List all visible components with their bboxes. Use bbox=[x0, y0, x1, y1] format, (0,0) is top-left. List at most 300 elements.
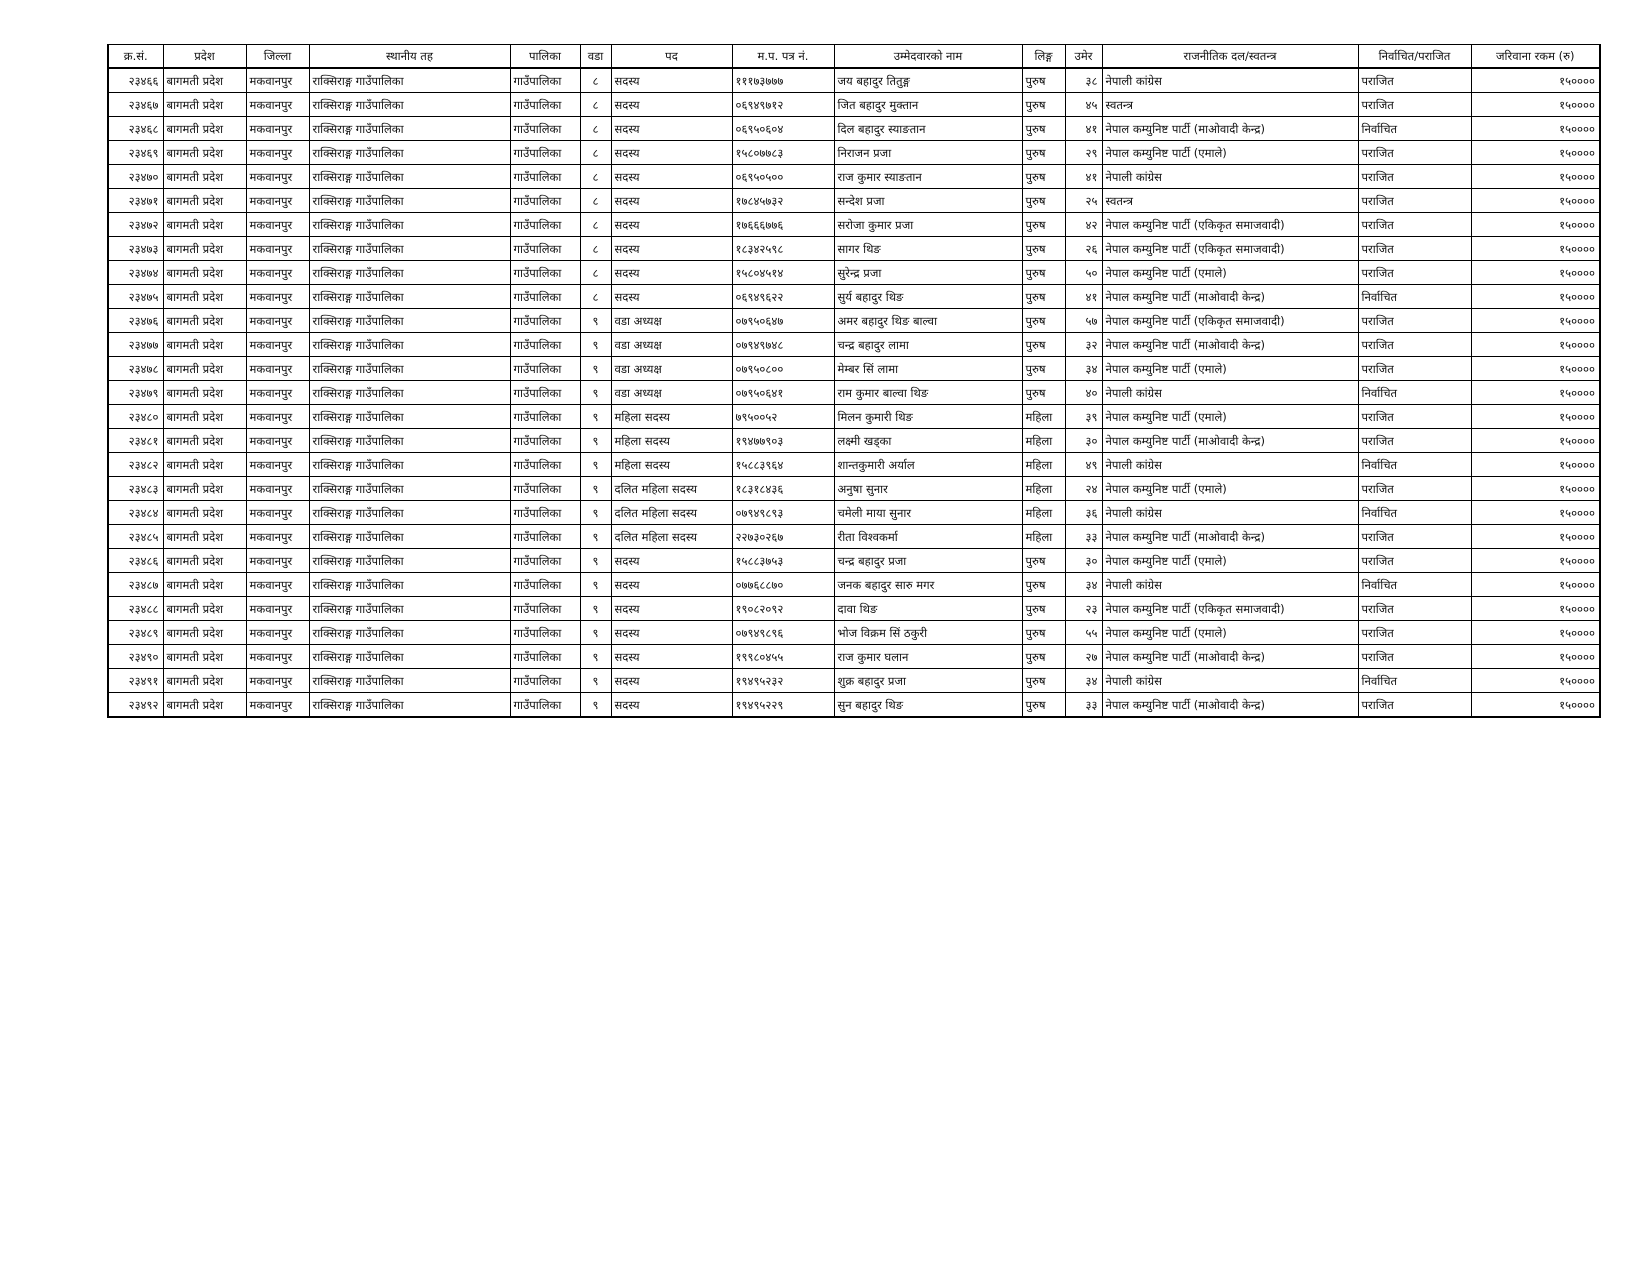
cell-candidate-name: जनक बहादुर सारु मगर bbox=[834, 573, 1022, 597]
cell-serial-no: २३४७८ bbox=[108, 357, 163, 381]
table-row bbox=[108, 429, 1600, 453]
cell-post: सदस्य bbox=[611, 621, 732, 645]
cell-ballot-number: ०७९४९८९३ bbox=[732, 501, 834, 525]
table-row bbox=[108, 68, 1600, 93]
cell-result: पराजित bbox=[1358, 165, 1471, 189]
cell-candidate-name: मेम्बर सिं लामा bbox=[834, 357, 1022, 381]
cell-fine-amount: १५०००० bbox=[1471, 117, 1600, 141]
cell-fine-amount: १५०००० bbox=[1471, 381, 1600, 405]
cell-municipality-type: गाउँपालिका bbox=[510, 501, 580, 525]
cell-candidate-name: राम कुमार बाल्वा थिङ bbox=[834, 381, 1022, 405]
table-row bbox=[108, 93, 1600, 117]
cell-age: ४२ bbox=[1065, 213, 1102, 237]
cell-ward: ८ bbox=[580, 213, 611, 237]
cell-local-level: राक्सिराङ्ग गाउँपालिका bbox=[309, 309, 510, 333]
cell-municipality-type: गाउँपालिका bbox=[510, 669, 580, 693]
cell-province: बागमती प्रदेश bbox=[163, 381, 246, 405]
cell-municipality-type: गाउँपालिका bbox=[510, 525, 580, 549]
cell-local-level: राक्सिराङ्ग गाउँपालिका bbox=[309, 68, 510, 93]
cell-province: बागमती प्रदेश bbox=[163, 645, 246, 669]
cell-age: ३० bbox=[1065, 429, 1102, 453]
cell-fine-amount: १५०००० bbox=[1471, 285, 1600, 309]
cell-gender: पुरुष bbox=[1022, 237, 1065, 261]
table-row bbox=[108, 501, 1600, 525]
cell-result: पराजित bbox=[1358, 405, 1471, 429]
cell-post: सदस्य bbox=[611, 213, 732, 237]
cell-municipality-type: गाउँपालिका bbox=[510, 285, 580, 309]
cell-gender: पुरुष bbox=[1022, 213, 1065, 237]
table-row bbox=[108, 597, 1600, 621]
cell-district: मकवानपुर bbox=[246, 117, 309, 141]
cell-district: मकवानपुर bbox=[246, 597, 309, 621]
cell-municipality-type: गाउँपालिका bbox=[510, 309, 580, 333]
cell-candidate-name: चन्द्र बहादुर प्रजा bbox=[834, 549, 1022, 573]
cell-gender: पुरुष bbox=[1022, 141, 1065, 165]
table-body bbox=[108, 68, 1600, 717]
cell-ward: ८ bbox=[580, 261, 611, 285]
cell-post: सदस्य bbox=[611, 573, 732, 597]
cell-fine-amount: १५०००० bbox=[1471, 93, 1600, 117]
cell-province: बागमती प्रदेश bbox=[163, 189, 246, 213]
cell-province: बागमती प्रदेश bbox=[163, 669, 246, 693]
cell-ward: ९ bbox=[580, 405, 611, 429]
cell-candidate-name: चन्द्र बहादुर लामा bbox=[834, 333, 1022, 357]
cell-gender: महिला bbox=[1022, 453, 1065, 477]
cell-result: पराजित bbox=[1358, 309, 1471, 333]
cell-ward: ९ bbox=[580, 357, 611, 381]
cell-province: बागमती प्रदेश bbox=[163, 573, 246, 597]
cell-fine-amount: १५०००० bbox=[1471, 405, 1600, 429]
cell-candidate-name: अनुषा सुनार bbox=[834, 477, 1022, 501]
cell-municipality-type: गाउँपालिका bbox=[510, 93, 580, 117]
cell-result: पराजित bbox=[1358, 261, 1471, 285]
cell-ward: ८ bbox=[580, 68, 611, 93]
cell-fine-amount: १५०००० bbox=[1471, 333, 1600, 357]
cell-age: ३६ bbox=[1065, 501, 1102, 525]
cell-age: ५७ bbox=[1065, 309, 1102, 333]
cell-age: ५५ bbox=[1065, 621, 1102, 645]
cell-result: पराजित bbox=[1358, 549, 1471, 573]
cell-gender: पुरुष bbox=[1022, 285, 1065, 309]
cell-age: ३९ bbox=[1065, 405, 1102, 429]
cell-local-level: राक्सिराङ्ग गाउँपालिका bbox=[309, 525, 510, 549]
table-row bbox=[108, 477, 1600, 501]
cell-age: २७ bbox=[1065, 645, 1102, 669]
cell-party: नेपाल कम्युनिष्ट पार्टी (माओवादी केन्द्र) bbox=[1102, 285, 1358, 309]
cell-ward: ९ bbox=[580, 333, 611, 357]
cell-municipality-type: गाउँपालिका bbox=[510, 597, 580, 621]
cell-post: सदस्य bbox=[611, 93, 732, 117]
cell-municipality-type: गाउँपालिका bbox=[510, 333, 580, 357]
cell-district: मकवानपुर bbox=[246, 405, 309, 429]
table-row bbox=[108, 213, 1600, 237]
cell-province: बागमती प्रदेश bbox=[163, 237, 246, 261]
cell-fine-amount: १५०००० bbox=[1471, 573, 1600, 597]
header-row bbox=[108, 45, 1600, 69]
cell-local-level: राक्सिराङ्ग गाउँपालिका bbox=[309, 669, 510, 693]
cell-district: मकवानपुर bbox=[246, 669, 309, 693]
cell-party: नेपाली कांग्रेस bbox=[1102, 381, 1358, 405]
cell-ward: ९ bbox=[580, 453, 611, 477]
table-row bbox=[108, 621, 1600, 645]
cell-local-level: राक्सिराङ्ग गाउँपालिका bbox=[309, 165, 510, 189]
cell-age: ४५ bbox=[1065, 93, 1102, 117]
cell-district: मकवानपुर bbox=[246, 525, 309, 549]
cell-province: बागमती प्रदेश bbox=[163, 501, 246, 525]
cell-fine-amount: १५०००० bbox=[1471, 645, 1600, 669]
cell-party: नेपाली कांग्रेस bbox=[1102, 453, 1358, 477]
cell-fine-amount: १५०००० bbox=[1471, 213, 1600, 237]
cell-candidate-name: शान्तकुमारी अर्याल bbox=[834, 453, 1022, 477]
cell-ballot-number: १९४९५२२९ bbox=[732, 693, 834, 718]
header-local-level: स्थानीय तह bbox=[309, 45, 510, 69]
table-row bbox=[108, 573, 1600, 597]
cell-province: बागमती प्रदेश bbox=[163, 309, 246, 333]
cell-serial-no: २३४८१ bbox=[108, 429, 163, 453]
cell-age: ४१ bbox=[1065, 285, 1102, 309]
cell-ward: ८ bbox=[580, 93, 611, 117]
cell-district: मकवानपुर bbox=[246, 165, 309, 189]
cell-municipality-type: गाउँपालिका bbox=[510, 429, 580, 453]
cell-result: पराजित bbox=[1358, 645, 1471, 669]
cell-district: मकवानपुर bbox=[246, 261, 309, 285]
cell-post: सदस्य bbox=[611, 141, 732, 165]
cell-party: स्वतन्त्र bbox=[1102, 189, 1358, 213]
cell-municipality-type: गाउँपालिका bbox=[510, 189, 580, 213]
cell-fine-amount: १५०००० bbox=[1471, 141, 1600, 165]
cell-ballot-number: १८३१८४३६ bbox=[732, 477, 834, 501]
cell-ward: ८ bbox=[580, 165, 611, 189]
cell-gender: पुरुष bbox=[1022, 309, 1065, 333]
table-row bbox=[108, 237, 1600, 261]
cell-result: निर्वाचित bbox=[1358, 285, 1471, 309]
cell-province: बागमती प्रदेश bbox=[163, 453, 246, 477]
cell-age: २९ bbox=[1065, 141, 1102, 165]
cell-municipality-type: गाउँपालिका bbox=[510, 141, 580, 165]
cell-gender: पुरुष bbox=[1022, 189, 1065, 213]
table-row bbox=[108, 525, 1600, 549]
cell-post: सदस्य bbox=[611, 68, 732, 93]
cell-age: ३३ bbox=[1065, 525, 1102, 549]
cell-gender: पुरुष bbox=[1022, 381, 1065, 405]
cell-gender: पुरुष bbox=[1022, 261, 1065, 285]
table-row bbox=[108, 549, 1600, 573]
cell-serial-no: २३४७७ bbox=[108, 333, 163, 357]
cell-district: मकवानपुर bbox=[246, 189, 309, 213]
cell-fine-amount: १५०००० bbox=[1471, 165, 1600, 189]
cell-serial-no: २३४७० bbox=[108, 165, 163, 189]
cell-party: नेपाल कम्युनिष्ट पार्टी (एमाले) bbox=[1102, 477, 1358, 501]
cell-serial-no: २३४६७ bbox=[108, 93, 163, 117]
cell-local-level: राक्सिराङ्ग गाउँपालिका bbox=[309, 141, 510, 165]
cell-party: नेपाली कांग्रेस bbox=[1102, 68, 1358, 93]
cell-age: ३८ bbox=[1065, 68, 1102, 93]
cell-municipality-type: गाउँपालिका bbox=[510, 405, 580, 429]
cell-ballot-number: ०७९४९७४८ bbox=[732, 333, 834, 357]
cell-gender: पुरुष bbox=[1022, 165, 1065, 189]
cell-ward: ८ bbox=[580, 117, 611, 141]
cell-result: निर्वाचित bbox=[1358, 573, 1471, 597]
cell-serial-no: २३४७६ bbox=[108, 309, 163, 333]
cell-candidate-name: शुक्र बहादुर प्रजा bbox=[834, 669, 1022, 693]
cell-party: नेपाल कम्युनिष्ट पार्टी (एकिकृत समाजवादी) bbox=[1102, 237, 1358, 261]
table-header bbox=[108, 45, 1600, 69]
cell-gender: पुरुष bbox=[1022, 117, 1065, 141]
cell-gender: पुरुष bbox=[1022, 93, 1065, 117]
cell-province: बागमती प्रदेश bbox=[163, 213, 246, 237]
cell-ward: ९ bbox=[580, 309, 611, 333]
cell-serial-no: २३४७३ bbox=[108, 237, 163, 261]
cell-serial-no: २३४६८ bbox=[108, 117, 163, 141]
cell-ballot-number: ०७९५०८०० bbox=[732, 357, 834, 381]
cell-ward: ९ bbox=[580, 573, 611, 597]
cell-province: बागमती प्रदेश bbox=[163, 141, 246, 165]
cell-fine-amount: १५०००० bbox=[1471, 453, 1600, 477]
cell-age: २३ bbox=[1065, 597, 1102, 621]
cell-serial-no: २३४८९ bbox=[108, 621, 163, 645]
cell-fine-amount: १५०००० bbox=[1471, 429, 1600, 453]
cell-fine-amount: १५०००० bbox=[1471, 669, 1600, 693]
cell-fine-amount: १५०००० bbox=[1471, 501, 1600, 525]
cell-result: पराजित bbox=[1358, 93, 1471, 117]
cell-party: नेपाल कम्युनिष्ट पार्टी (माओवादी केन्द्र) bbox=[1102, 525, 1358, 549]
cell-ward: ८ bbox=[580, 285, 611, 309]
cell-ballot-number: ०७९५०६४७ bbox=[732, 309, 834, 333]
cell-local-level: राक्सिराङ्ग गाउँपालिका bbox=[309, 549, 510, 573]
cell-party: नेपाल कम्युनिष्ट पार्टी (एमाले) bbox=[1102, 621, 1358, 645]
cell-post: सदस्य bbox=[611, 237, 732, 261]
table-row bbox=[108, 645, 1600, 669]
cell-ward: ९ bbox=[580, 477, 611, 501]
cell-province: बागमती प्रदेश bbox=[163, 165, 246, 189]
header-municipality-type: पालिका bbox=[510, 45, 580, 69]
cell-age: ३० bbox=[1065, 549, 1102, 573]
cell-post: वडा अध्यक्ष bbox=[611, 309, 732, 333]
cell-age: ४९ bbox=[1065, 453, 1102, 477]
cell-gender: पुरुष bbox=[1022, 333, 1065, 357]
cell-municipality-type: गाउँपालिका bbox=[510, 645, 580, 669]
header-province: प्रदेश bbox=[163, 45, 246, 69]
table-row bbox=[108, 693, 1600, 718]
cell-local-level: राक्सिराङ्ग गाउँपालिका bbox=[309, 285, 510, 309]
cell-post: सदस्य bbox=[611, 117, 732, 141]
cell-district: मकवानपुर bbox=[246, 237, 309, 261]
cell-municipality-type: गाउँपालिका bbox=[510, 117, 580, 141]
cell-candidate-name: रीता विश्वकर्मा bbox=[834, 525, 1022, 549]
cell-district: मकवानपुर bbox=[246, 549, 309, 573]
cell-local-level: राक्सिराङ्ग गाउँपालिका bbox=[309, 93, 510, 117]
cell-result: पराजित bbox=[1358, 141, 1471, 165]
cell-serial-no: २३४९२ bbox=[108, 693, 163, 718]
cell-party: नेपाल कम्युनिष्ट पार्टी (एकिकृत समाजवादी) bbox=[1102, 309, 1358, 333]
cell-province: बागमती प्रदेश bbox=[163, 693, 246, 718]
cell-local-level: राक्सिराङ्ग गाउँपालिका bbox=[309, 693, 510, 718]
cell-candidate-name: जय बहादुर तितुङ्ग bbox=[834, 68, 1022, 93]
cell-district: मकवानपुर bbox=[246, 309, 309, 333]
cell-fine-amount: १५०००० bbox=[1471, 477, 1600, 501]
cell-result: निर्वाचित bbox=[1358, 381, 1471, 405]
table-row bbox=[108, 357, 1600, 381]
cell-district: मकवानपुर bbox=[246, 68, 309, 93]
table-row bbox=[108, 189, 1600, 213]
cell-district: मकवानपुर bbox=[246, 573, 309, 597]
table-row bbox=[108, 141, 1600, 165]
cell-province: बागमती प्रदेश bbox=[163, 285, 246, 309]
cell-ballot-number: ०६९५०६०४ bbox=[732, 117, 834, 141]
cell-serial-no: २३४८० bbox=[108, 405, 163, 429]
cell-municipality-type: गाउँपालिका bbox=[510, 453, 580, 477]
cell-party: नेपाल कम्युनिष्ट पार्टी (एमाले) bbox=[1102, 405, 1358, 429]
cell-municipality-type: गाउँपालिका bbox=[510, 693, 580, 718]
cell-candidate-name: निराजन प्रजा bbox=[834, 141, 1022, 165]
cell-serial-no: २३४८३ bbox=[108, 477, 163, 501]
cell-age: २४ bbox=[1065, 477, 1102, 501]
cell-district: मकवानपुर bbox=[246, 93, 309, 117]
cell-local-level: राक्सिराङ्ग गाउँपालिका bbox=[309, 453, 510, 477]
header-age: उमेर bbox=[1065, 45, 1102, 69]
cell-municipality-type: गाउँपालिका bbox=[510, 165, 580, 189]
cell-fine-amount: १५०००० bbox=[1471, 237, 1600, 261]
cell-serial-no: २३४७४ bbox=[108, 261, 163, 285]
cell-candidate-name: जित बहादुर मुक्तान bbox=[834, 93, 1022, 117]
cell-district: मकवानपुर bbox=[246, 357, 309, 381]
cell-candidate-name: सन्देश प्रजा bbox=[834, 189, 1022, 213]
cell-age: ४१ bbox=[1065, 165, 1102, 189]
cell-fine-amount: १५०००० bbox=[1471, 309, 1600, 333]
header-district: जिल्ला bbox=[246, 45, 309, 69]
cell-ward: ९ bbox=[580, 645, 611, 669]
cell-local-level: राक्सिराङ्ग गाउँपालिका bbox=[309, 429, 510, 453]
cell-province: बागमती प्रदेश bbox=[163, 261, 246, 285]
cell-result: निर्वाचित bbox=[1358, 453, 1471, 477]
cell-province: बागमती प्रदेश bbox=[163, 333, 246, 357]
table-row bbox=[108, 261, 1600, 285]
cell-ballot-number: १७६६६७७६ bbox=[732, 213, 834, 237]
cell-gender: पुरुष bbox=[1022, 669, 1065, 693]
cell-fine-amount: १५०००० bbox=[1471, 549, 1600, 573]
table-row bbox=[108, 453, 1600, 477]
cell-post: सदस्य bbox=[611, 285, 732, 309]
cell-post: दलित महिला सदस्य bbox=[611, 525, 732, 549]
cell-gender: पुरुष bbox=[1022, 597, 1065, 621]
cell-ballot-number: १९४७७९०३ bbox=[732, 429, 834, 453]
cell-gender: पुरुष bbox=[1022, 693, 1065, 718]
cell-serial-no: २३४८८ bbox=[108, 597, 163, 621]
cell-ballot-number: १५८०७७८३ bbox=[732, 141, 834, 165]
cell-local-level: राक्सिराङ्ग गाउँपालिका bbox=[309, 573, 510, 597]
cell-province: बागमती प्रदेश bbox=[163, 477, 246, 501]
cell-age: ३२ bbox=[1065, 333, 1102, 357]
header-ballot-number: म.प. पत्र नं. bbox=[732, 45, 834, 69]
cell-district: मकवानपुर bbox=[246, 693, 309, 718]
cell-party: नेपाल कम्युनिष्ट पार्टी (एमाले) bbox=[1102, 549, 1358, 573]
cell-party: नेपाल कम्युनिष्ट पार्टी (एकिकृत समाजवादी) bbox=[1102, 213, 1358, 237]
cell-result: निर्वाचित bbox=[1358, 501, 1471, 525]
cell-candidate-name: दावा थिङ bbox=[834, 597, 1022, 621]
cell-gender: पुरुष bbox=[1022, 68, 1065, 93]
cell-post: सदस्य bbox=[611, 165, 732, 189]
cell-party: स्वतन्त्र bbox=[1102, 93, 1358, 117]
cell-gender: महिला bbox=[1022, 429, 1065, 453]
cell-serial-no: २३४८५ bbox=[108, 525, 163, 549]
cell-district: मकवानपुर bbox=[246, 645, 309, 669]
cell-gender: पुरुष bbox=[1022, 549, 1065, 573]
cell-ward: ९ bbox=[580, 525, 611, 549]
cell-candidate-name: सुन बहादुर थिङ bbox=[834, 693, 1022, 718]
cell-ballot-number: २२७३०२६७ bbox=[732, 525, 834, 549]
cell-party: नेपाल कम्युनिष्ट पार्टी (माओवादी केन्द्र) bbox=[1102, 645, 1358, 669]
cell-district: मकवानपुर bbox=[246, 501, 309, 525]
cell-age: २६ bbox=[1065, 237, 1102, 261]
cell-party: नेपाल कम्युनिष्ट पार्टी (माओवादी केन्द्र) bbox=[1102, 429, 1358, 453]
cell-local-level: राक्सिराङ्ग गाउँपालिका bbox=[309, 261, 510, 285]
cell-local-level: राक्सिराङ्ग गाउँपालिका bbox=[309, 333, 510, 357]
cell-post: वडा अध्यक्ष bbox=[611, 333, 732, 357]
cell-result: पराजित bbox=[1358, 333, 1471, 357]
cell-candidate-name: अमर बहादुर थिङ बाल्वा bbox=[834, 309, 1022, 333]
cell-post: महिला सदस्य bbox=[611, 429, 732, 453]
cell-ballot-number: १५८८३७५३ bbox=[732, 549, 834, 573]
cell-result: पराजित bbox=[1358, 429, 1471, 453]
cell-age: ३४ bbox=[1065, 573, 1102, 597]
cell-ward: ८ bbox=[580, 141, 611, 165]
cell-serial-no: २३४८६ bbox=[108, 549, 163, 573]
cell-ward: ९ bbox=[580, 597, 611, 621]
cell-local-level: राक्सिराङ्ग गाउँपालिका bbox=[309, 501, 510, 525]
cell-district: मकवानपुर bbox=[246, 141, 309, 165]
cell-age: ३४ bbox=[1065, 357, 1102, 381]
cell-ballot-number: ०६९४९७१२ bbox=[732, 93, 834, 117]
cell-local-level: राक्सिराङ्ग गाउँपालिका bbox=[309, 405, 510, 429]
cell-municipality-type: गाउँपालिका bbox=[510, 261, 580, 285]
cell-result: पराजित bbox=[1358, 213, 1471, 237]
cell-ward: ८ bbox=[580, 237, 611, 261]
cell-post: दलित महिला सदस्य bbox=[611, 501, 732, 525]
candidate-results-table bbox=[107, 44, 1601, 718]
cell-candidate-name: सुरेन्द्र प्रजा bbox=[834, 261, 1022, 285]
cell-fine-amount: १५०००० bbox=[1471, 621, 1600, 645]
cell-ballot-number: १५८०४५१४ bbox=[732, 261, 834, 285]
header-candidate-name: उम्मेदवारको नाम bbox=[834, 45, 1022, 69]
cell-post: सदस्य bbox=[611, 189, 732, 213]
cell-party: नेपाली कांग्रेस bbox=[1102, 573, 1358, 597]
cell-ward: ९ bbox=[580, 669, 611, 693]
cell-ward: ९ bbox=[580, 381, 611, 405]
header-ward: वडा bbox=[580, 45, 611, 69]
cell-local-level: राक्सिराङ्ग गाउँपालिका bbox=[309, 621, 510, 645]
cell-gender: पुरुष bbox=[1022, 357, 1065, 381]
cell-local-level: राक्सिराङ्ग गाउँपालिका bbox=[309, 477, 510, 501]
cell-municipality-type: गाउँपालिका bbox=[510, 357, 580, 381]
cell-ballot-number: ०६९४९६२२ bbox=[732, 285, 834, 309]
cell-post: वडा अध्यक्ष bbox=[611, 381, 732, 405]
table-row bbox=[108, 381, 1600, 405]
cell-province: बागमती प्रदेश bbox=[163, 405, 246, 429]
cell-result: पराजित bbox=[1358, 525, 1471, 549]
cell-party: नेपाल कम्युनिष्ट पार्टी (एमाले) bbox=[1102, 261, 1358, 285]
cell-post: सदस्य bbox=[611, 261, 732, 285]
cell-ballot-number: १७८४५७३२ bbox=[732, 189, 834, 213]
cell-fine-amount: १५०००० bbox=[1471, 597, 1600, 621]
cell-municipality-type: गाउँपालिका bbox=[510, 213, 580, 237]
cell-province: बागमती प्रदेश bbox=[163, 429, 246, 453]
cell-municipality-type: गाउँपालिका bbox=[510, 477, 580, 501]
cell-province: बागमती प्रदेश bbox=[163, 597, 246, 621]
cell-serial-no: २३४६९ bbox=[108, 141, 163, 165]
cell-local-level: राक्सिराङ्ग गाउँपालिका bbox=[309, 381, 510, 405]
cell-serial-no: २३४६६ bbox=[108, 68, 163, 93]
cell-fine-amount: १५०००० bbox=[1471, 68, 1600, 93]
